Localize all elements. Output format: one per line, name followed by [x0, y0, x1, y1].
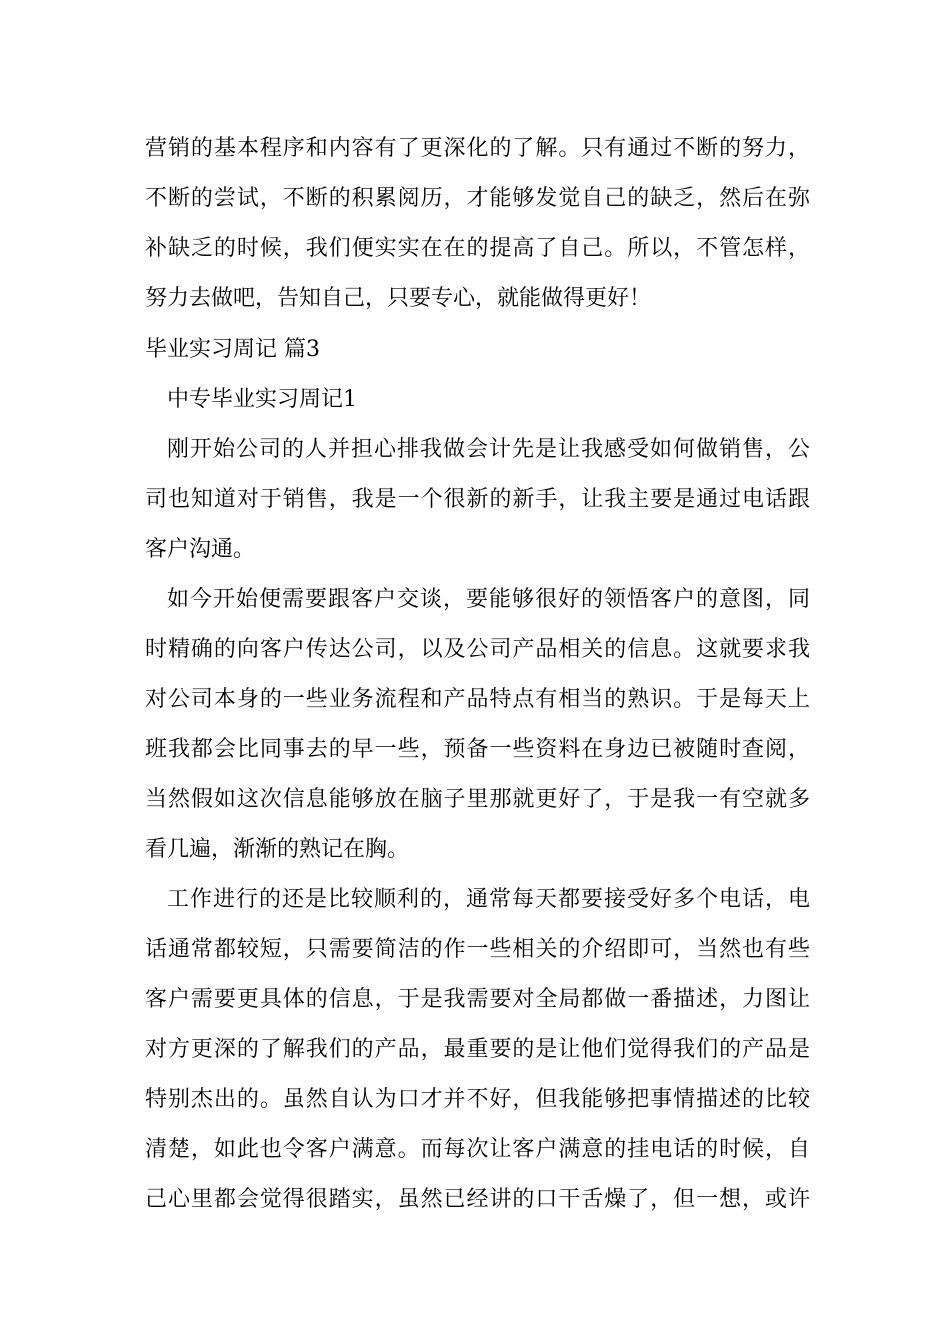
paragraph-2-line-2: 司也知道对于销售，我是一个很新的新手，让我主要是通过电话跟 [145, 487, 810, 512]
paragraph-3-line-4: 班我都会比同事去的早一些，预备一些资料在身边已被随时查阅， [145, 737, 810, 762]
subheading: 中专毕业实习周记1 [167, 387, 357, 412]
section-heading: 毕业实习周记 篇3 [145, 337, 320, 362]
paragraph-4-line-3: 客户需要更具体的信息，于是我需要对全局都做一番描述，力图让 [145, 987, 810, 1012]
paragraph-3-line-5: 当然假如这次信息能够放在脑子里那就更好了，于是我一有空就多 [145, 787, 810, 812]
paragraph-4-line-2: 话通常都较短，只需要简洁的作一些相关的介绍即可，当然也有些 [145, 937, 810, 962]
paragraph-2-line-3: 客户沟通。 [145, 537, 256, 562]
paragraph-2-line-1: 刚开始公司的人并担心排我做会计先是让我感受如何做销售，公 [167, 437, 810, 462]
paragraph-3-line-3: 对公司本身的一些业务流程和产品特点有相当的熟识。于是每天上 [145, 687, 810, 712]
paragraph-3-line-6: 看几遍，渐渐的熟记在胸。 [145, 837, 410, 862]
paragraph-1-line-3: 补缺乏的时候，我们便实实在在的提高了自己。所以，不管怎样， [145, 236, 810, 261]
paragraph-3-line-1: 如今开始便需要跟客户交谈，要能够很好的领悟客户的意图，同 [167, 587, 810, 612]
paragraph-4-line-1: 工作进行的还是比较顺利的，通常每天都要接受好多个电话，电 [167, 887, 810, 912]
paragraph-3-line-2: 时精确的向客户传达公司，以及公司产品相关的信息。这就要求我 [145, 637, 810, 662]
paragraph-4-line-5: 特别杰出的。虽然自认为口才并不好，但我能够把事情描述的比较 [145, 1087, 810, 1112]
paragraph-1-line-1: 营销的基本程序和内容有了更深化的了解。只有通过不断的努力， [145, 136, 810, 161]
paragraph-1-line-2: 不断的尝试，不断的积累阅历，才能够发觉自己的缺乏，然后在弥 [145, 186, 810, 211]
paragraph-4-line-7: 己心里都会觉得很踏实，虽然已经讲的口干舌燥了，但一想，或许 [145, 1187, 810, 1212]
paragraph-1-line-4: 努力去做吧，告知自己，只要专心，就能做得更好！ [145, 286, 652, 311]
paragraph-4-line-6: 清楚，如此也令客户满意。而每次让客户满意的挂电话的时候，自 [145, 1137, 810, 1162]
paragraph-4-line-4: 对方更深的了解我们的产品，最重要的是让他们觉得我们的产品是 [145, 1037, 810, 1062]
